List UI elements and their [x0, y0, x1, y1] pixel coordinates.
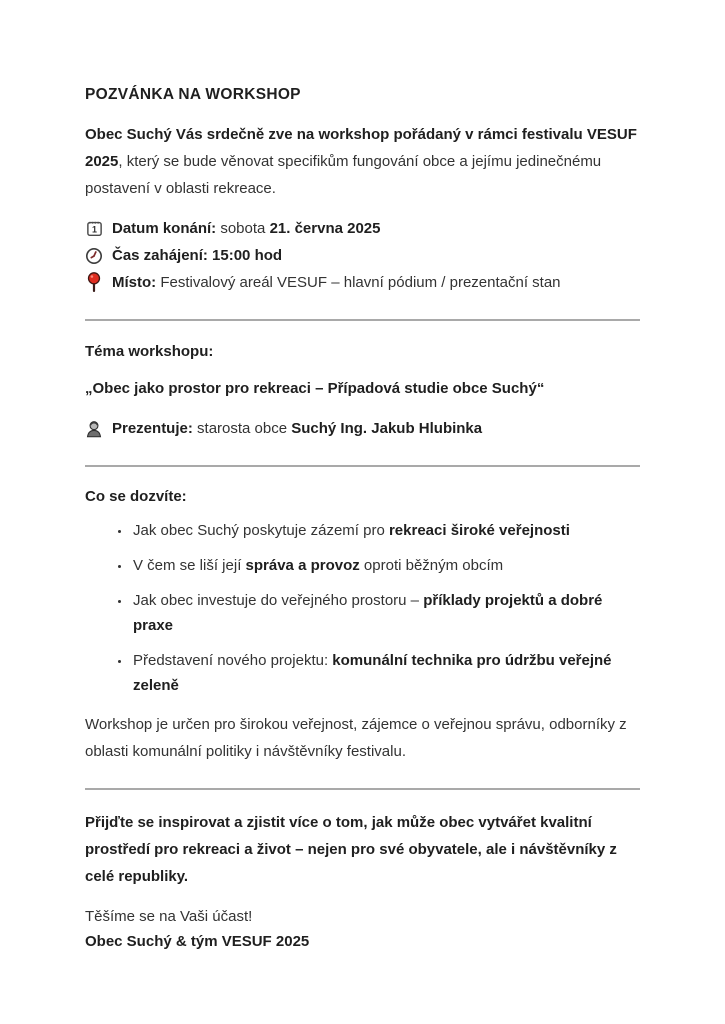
intro-paragraph: Obec Suchý Vás srdečně zve na workshop pořádaný v rámci festivalu VESUF 2025, který se bude věnovat specifikům fungování obce a jejímu jedinečnému postavení v oblasti rekreace. — [85, 126, 637, 197]
place-text: Místo: Festivalový areál VESUF – hlavní pódium / prezentační stan — [112, 274, 561, 291]
section-divider — [85, 465, 640, 467]
section-divider — [85, 319, 640, 321]
presenter-line — [85, 415, 640, 442]
calendar-icon — [85, 220, 103, 237]
place-line — [85, 269, 640, 296]
clock-icon — [85, 247, 103, 265]
signature-line: Obec Suchý & tým VESUF 2025 — [85, 933, 310, 950]
time-text: Čas zahájení: 15:00 hod — [112, 247, 283, 264]
section-divider — [85, 788, 640, 790]
time-line — [85, 242, 640, 269]
agenda-item: • Představení nového projektu: komunální technika pro údržbu veřejné zeleně — [131, 648, 640, 698]
date-line — [85, 215, 640, 242]
agenda-item: • Jak obec Suchý poskytuje zázemí pro rekreaci široké veřejnosti — [131, 518, 640, 543]
presenter-text: Prezentuje: starosta obce Suchý Ing. Jakub Hlubinka — [112, 420, 483, 437]
agenda-item: • Jak obec investuje do veřejného prostoru – příklady projektů a dobré praxe — [131, 588, 640, 638]
invitation-paragraph: Přijďte se inspirovat a zjistit více o tom, jak může obec vytvářet kvalitní prostředí pro rekreaci a život – nejen pro své obyvatele, ale i návštěvníky z celé republiky. — [85, 814, 617, 885]
event-details — [85, 215, 640, 296]
page-title: POZVÁNKA NA WORKSHOP — [85, 86, 301, 103]
audience-paragraph: Workshop je určen pro širokou veřejnost, zájemce o veřejnou správu, odborníky z oblasti komunální politiky i návštěvníky festivalu. — [85, 716, 627, 760]
agenda-item: • V čem se liší její správa a provoz oproti běžným obcím — [131, 553, 640, 578]
agenda-heading: Co se dozvíte: — [85, 488, 187, 505]
date-text: Datum konání: sobota 21. června 2025 — [112, 220, 381, 237]
farewell-line: Těšíme se na Vaši účast! — [85, 908, 253, 925]
agenda-list — [85, 518, 640, 698]
presenter-icon — [85, 420, 103, 438]
topic-heading: Téma workshopu: — [85, 343, 214, 360]
workshop-topic-quote: „Obec jako prostor pro rekreaci – Případová studie obce Suchý“ — [85, 380, 545, 397]
pin-icon — [85, 272, 103, 293]
svg-text:1: 1 — [91, 224, 97, 235]
